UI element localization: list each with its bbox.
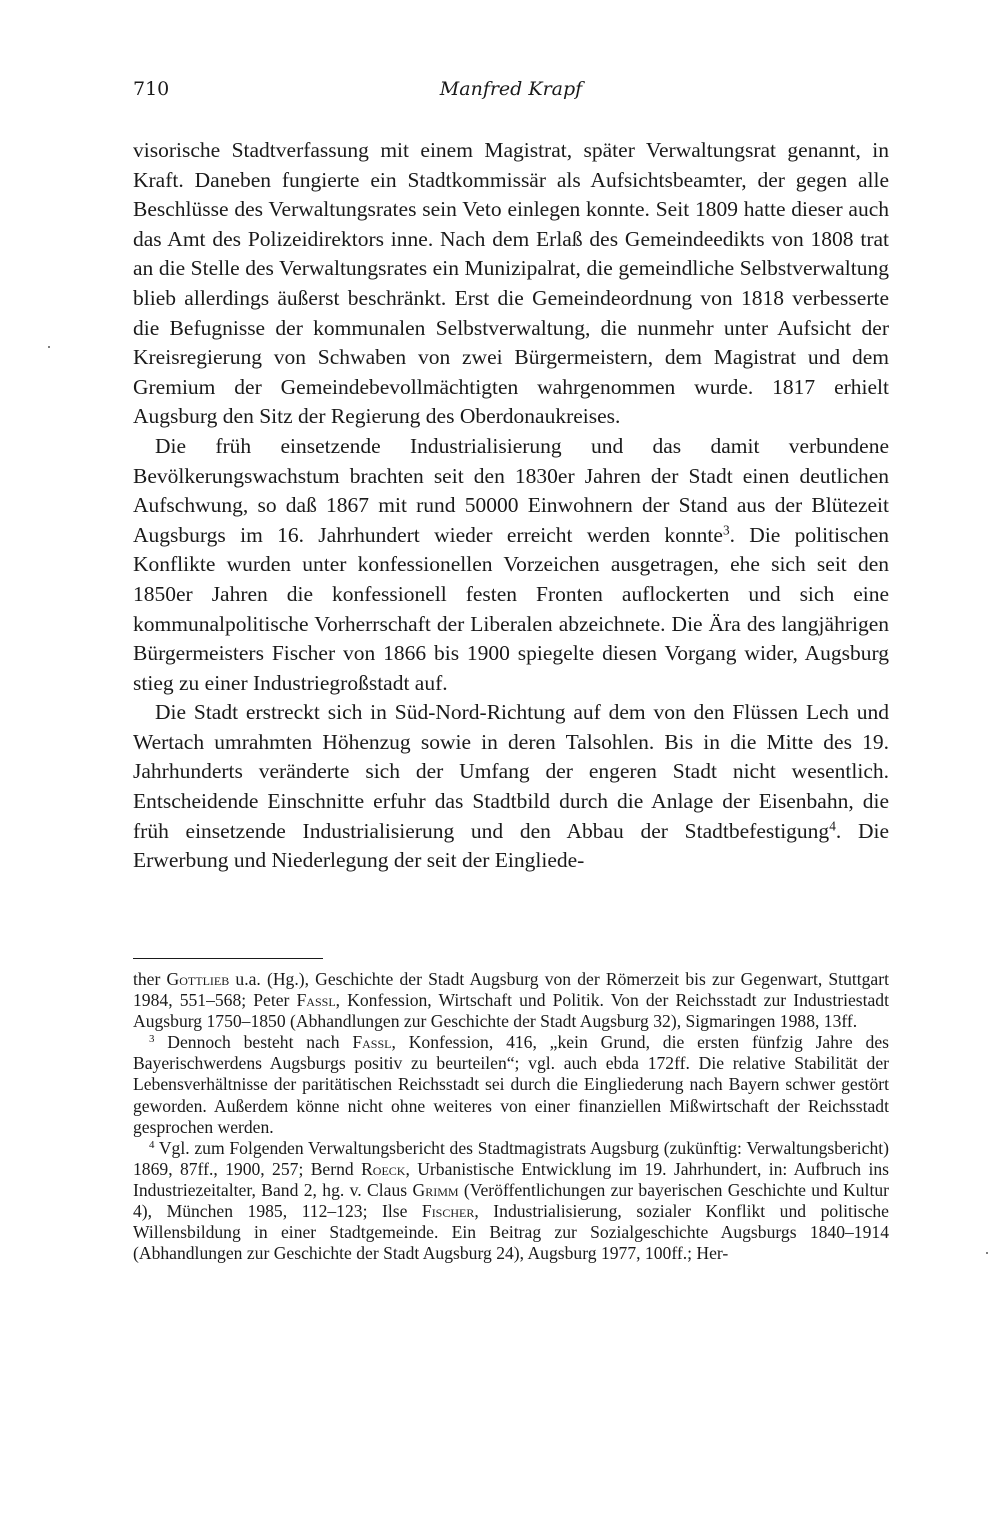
text-run: , Urbanistische Entwicklung im 19. Jahrhundert, in: Aufbruch ins Industriezeitalter, Band 2, hg. v. Claus xyxy=(133,1158,889,1200)
text-run: . Die Erwerbung und Niederlegung der seit der Eingliede- xyxy=(133,818,889,873)
text-run: Vgl. zum Folgenden Verwaltungsbericht des Stadtmagistrats Augsburg (zukünftig: Verwaltungsbericht) 1869, 87ff., 1900, 257; Bernd xyxy=(133,1137,889,1179)
page-number: 710 xyxy=(133,78,170,100)
author-name: Gottlieb xyxy=(166,969,230,989)
scan-speck xyxy=(48,346,50,348)
footnote-marker: 4 xyxy=(149,1138,155,1151)
body-paragraph xyxy=(133,432,889,698)
text-run: (Veröffentlichungen zur bayerischen Geschichte und Kultur 4), München 1985, 112–123; Ilse xyxy=(133,1179,889,1222)
footnote xyxy=(133,1138,889,1265)
text-run: Die früh einsetzende Industrialisierung und das damit verbundene Bevölkerungswachstum brachten seit den 1830er Jahren der Stadt einen deutlichen Aufschwung, so daß 1867 mit rund 50000 Einwohnern der Stand aus der Blütezeit Augsburgs im 16. Jahrhundert wieder erreicht werden konnte xyxy=(133,433,889,547)
body-paragraph xyxy=(133,698,889,876)
footnotes xyxy=(133,969,889,1264)
footnote-marker: 3 xyxy=(722,522,730,538)
text-run: u.a. (Hg.), Geschichte der Stadt Augsburg von der Römerzeit bis zur Gegenwart, Stuttgart 1984, 551–568; Peter xyxy=(133,969,889,1011)
text-run: visorische Stadtverfassung mit einem Magistrat, später Verwaltungsrat genannt, in Kraft. Daneben fungierte ein Stadtkommissär als Aufsichtsbeamter, der gegen alle Beschlüsse des Verwaltungsrates sein Veto einlegen konnte. Seit 1809 hatte dieser auch das Amt des Polizeidirektors inne. Nach dem Erlaß des Gemeindeedikts von 1808 trat an die Stelle des Verwaltungsrates ein Munizipalrat, die gemeindliche Selbstverwaltung blieb allerdings äußerst beschränkt. Erst die Gemeindeordnung von 1818 verbesserte die Befugnisse der kommunalen Selbstverwaltung, die nunmehr unter Aufsicht der Kreisregierung von Schwaben von zwei Bürgermeistern, dem Magistrat und dem Gremium der Gemeindebevollmächtigten wahrgenommen wurde. 1817 erhielt Augsburg den Sitz der Regierung des Oberdonaukreises. xyxy=(133,138,889,429)
main-text xyxy=(133,136,889,876)
scan-speck xyxy=(986,1252,988,1254)
text-run: ther xyxy=(133,969,167,989)
text-run: Die Stadt erstreckt sich in Süd-Nord-Richtung auf dem von den Flüssen Lech und Wertach umrahmten Höhenzug sowie in deren Talsohlen. Bis in die Mitte des 19. Jahrhunderts veränderte sich der Umfang der engeren Stadt nicht wesentlich. Entscheidende Einschnitte erfuhr das Stadtbild durch die Anlage der Eisenbahn, die früh einsetzende Industrialisierung und den Abbau der Stadtbefestigung xyxy=(133,700,889,843)
author-name: Fassl xyxy=(296,990,336,1011)
text-run: Dennoch besteht nach xyxy=(154,1032,353,1053)
author-name: Fassl xyxy=(352,1032,392,1053)
running-title: Manfred Krapf xyxy=(439,78,583,100)
footnote xyxy=(133,1032,889,1137)
text-run: . Die politischen Konflikte wurden unter konfessionellen Vorzeichen ausgetragen, ehe sich seit den 1850er Jahren die konfessionell festen Fronten auflockerten und sich eine kommunalpolitische Vorherrschaft der Liberalen abzeichnete. Die Ära des langjährigen Bürgermeisters Fischer von 1866 bis 1900 spiegelte diesen Vorgang wider, Augsburg stieg zu einer Industriegroßstadt auf. xyxy=(133,522,890,695)
body-paragraph xyxy=(133,136,889,432)
text-run: , Konfession, 416, „kein Grund, die ersten fünfzig Jahre des Bayerischwerdens Augsburgs positiv zu beurteilen“; vgl. auch ebda 172ff. Die relative Stabilität der Lebensverhältnisse der paritätischen Reichsstadt sei durch die Eingliederung nach Bayern schwer gestört geworden. Außerdem könne nicht ohne weiteres von einer finanziellen Mißwirtschaft der Reichsstadt gesprochen werden. xyxy=(133,1032,889,1137)
footnote xyxy=(133,969,889,1032)
footnote-rule xyxy=(133,958,323,959)
author-name: Fischer xyxy=(421,1201,475,1222)
footnote-marker: 4 xyxy=(829,818,836,834)
author-name: Roeck xyxy=(361,1158,406,1179)
running-head xyxy=(133,78,889,108)
author-name: Grimm xyxy=(412,1179,459,1200)
footnote-marker: 3 xyxy=(149,1033,155,1046)
text-run: , Konfession, Wirtschaft und Politik. Von der Reichsstadt zur Industriestadt Augsburg 1750–1850 (Abhandlungen zur Geschichte der Stadt Augsburg 32), Sigmaringen 1988, 13ff. xyxy=(133,990,889,1032)
text-run: , Industrialisierung, sozialer Konflikt und politische Willensbildung in einer Stadtgemeinde. Ein Beitrag zur Sozialgeschichte Augsburgs 1840–1914 (Abhandlungen zur Geschichte der Stadt Augsburg 24), Augsburg 1977, 100ff.; Her- xyxy=(133,1201,889,1264)
